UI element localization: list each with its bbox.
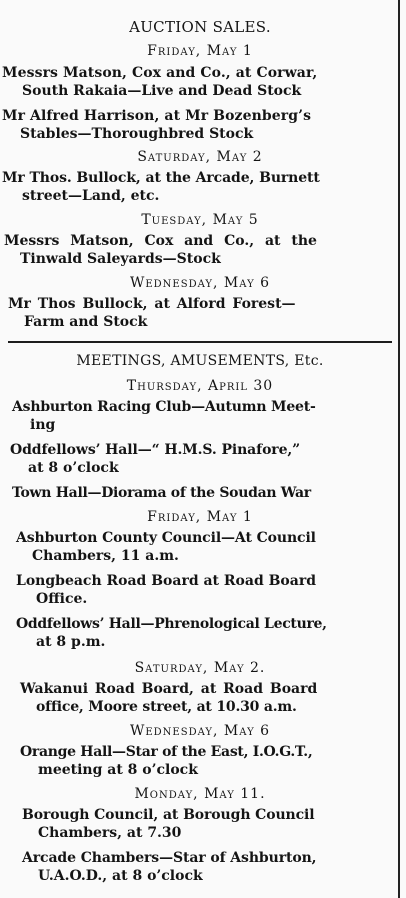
meetings-date-wednesday: Wednesday, May 6 — [129, 723, 271, 739]
auction-entry-line: Messrs Matson, Cox and Co., at Corwar, — [2, 65, 318, 81]
auction-entry-line: Tinwald Saleyards—Stock — [20, 251, 221, 267]
auction-entry-line: Mr Thos. Bullock, at the Arcade, Burnett — [2, 170, 320, 186]
auction-date-saturday: Saturday, May 2 — [137, 149, 263, 165]
auction-entry-line: Farm and Stock — [24, 314, 148, 330]
meetings-date-friday: Friday, May 1 — [147, 509, 253, 525]
meetings-date-saturday: Saturday, May 2. — [134, 660, 266, 676]
meetings-entry-line: Ashburton County Council—At Council — [16, 530, 316, 546]
meetings-entry-line: at 8 o’clock — [28, 460, 119, 476]
meetings-entry-line: Ashburton Racing Club—Autumn Meet- — [12, 399, 316, 415]
meetings-heading: MEETINGS, AMUSEMENTS, Etc. — [76, 353, 324, 369]
meetings-entry-line: Town Hall—Diorama of the Soudan War — [12, 485, 311, 501]
auction-date-friday: Friday, May 1 — [147, 43, 253, 59]
meetings-entry-line: Borough Council, at Borough Council — [22, 807, 315, 823]
meetings-entry-line: U.A.O.D., at 8 o’clock — [38, 868, 203, 884]
meetings-entry-line: at 8 p.m. — [36, 634, 106, 650]
meetings-entry-line: Longbeach Road Board at Road Board — [16, 573, 317, 589]
meetings-entry-line: Office. — [36, 591, 88, 607]
auction-entry-line: Messrs Matson, Cox and Co., at the — [4, 233, 317, 249]
meetings-entry-line: Oddfellows’ Hall—“ H.M.S. Pinafore,” — [10, 442, 301, 458]
auction-date-wednesday: Wednesday, May 6 — [129, 275, 271, 291]
column-rule — [398, 0, 400, 898]
auction-sales-heading: AUCTION SALES. — [129, 18, 271, 36]
auction-entry-line: Stables—Thoroughbred Stock — [20, 126, 254, 142]
meetings-date-thursday: Thursday, April 30 — [126, 378, 274, 394]
auction-date-tuesday: Tuesday, May 5 — [141, 212, 259, 228]
meetings-entry-line: Arcade Chambers—Star of Ashburton, — [22, 850, 317, 866]
meetings-entry-line: Chambers, at 7.30 — [38, 825, 182, 841]
section-divider — [8, 341, 392, 343]
meetings-entry-line: Orange Hall—Star of the East, I.O.G.T., — [20, 744, 313, 760]
meetings-entry-line: meeting at 8 o’clock — [38, 762, 198, 778]
meetings-entry-line: Oddfellows’ Hall—Phrenological Lecture, — [16, 616, 327, 632]
auction-entry-line: Mr Alfred Harrison, at Mr Bozenberg’s — [2, 108, 312, 124]
auction-entry-line: Mr Thos Bullock, at Alford Forest— — [8, 296, 296, 312]
meetings-entry-line: office, Moore street, at 10.30 a.m. — [36, 699, 297, 715]
auction-entry-line: South Rakaia—Live and Dead Stock — [22, 83, 302, 99]
meetings-entry-line: ing — [30, 417, 56, 433]
meetings-date-monday: Monday, May 11. — [134, 786, 266, 802]
auction-entry-line: street—Land, etc. — [22, 188, 160, 204]
meetings-entry-line: Chambers, 11 a.m. — [32, 548, 179, 564]
meetings-entry-line: Wakanui Road Board, at Road Board — [20, 681, 318, 697]
